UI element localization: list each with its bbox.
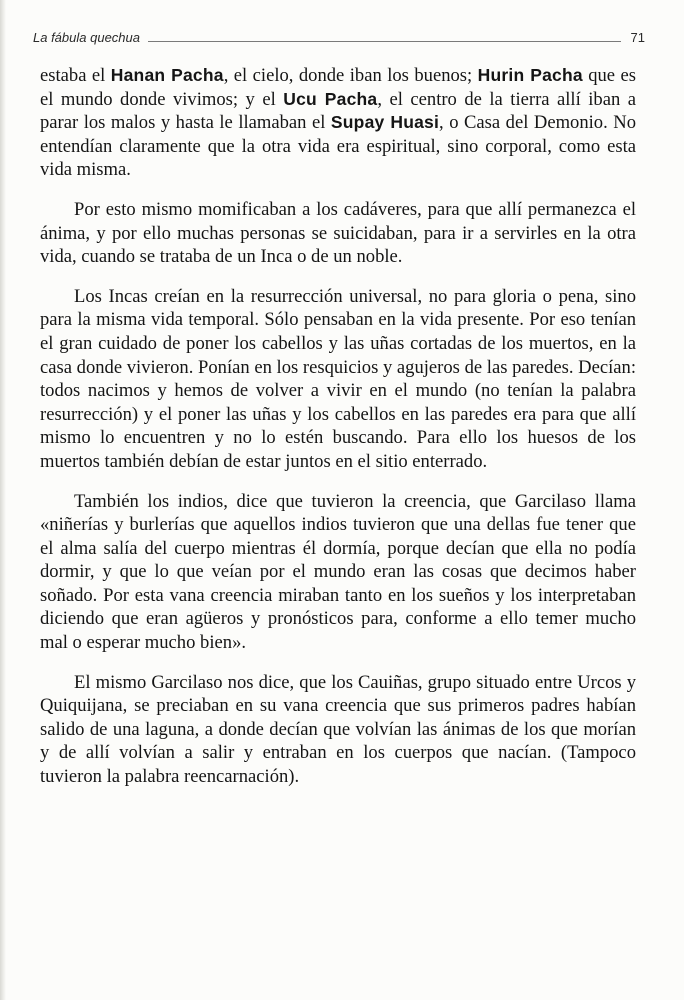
paragraph-3: Los Incas creían en la resurrección universal, no para gloria o pena, sino para la misma vida temporal. Sólo pensaban en la vida presente. Por eso tenían el gran cuidado de poner los cabellos y las uñas cortadas de los muertos, en la casa donde vivieron. Ponían en los resquicios y agujeros de las paredes. Decían: todos nacimos y hemos de volver a vivir en el mundo (no tenían la palabra resurrección) y el poner las uñas y los cabellos en las paredes era para que allí mismo lo encuentren y no lo estén buscando. Para ello los huesos de los muertos también debían de estar juntos en el sitio enterrado. bbox=[40, 285, 636, 472]
term-hanan-pacha: Hanan Pacha bbox=[110, 65, 224, 85]
binding-shadow bbox=[0, 0, 6, 1000]
header-rule bbox=[148, 41, 621, 42]
p1-text-5: , o Casa del Demonio. No entendían claramente que la otra vida era espiritual, sino corporal, como esta vida misma. bbox=[40, 112, 636, 181]
paragraph-5: El mismo Garcilaso nos dice, que los Cauiñas, grupo situado entre Urcos y Quiquijana, se preciaban en su vana creencia que sus primeros padres habían salido de una laguna, a donde decían que volvían las ánimas de los que morían y de allí volvían a salir y entraban en los cuerpos que nacían. (Tampoco tuvieron la palabra reencarnación). bbox=[40, 671, 636, 788]
paragraph-2: Por esto mismo momificaban a los cadáveres, para que allí permanezca el ánima, y por ello muchas personas se suicidaban, para ir a servirles en la otra vida, cuando se trataba de un Inca o de un noble. bbox=[40, 198, 636, 268]
p1-text-1: estaba el bbox=[40, 65, 111, 86]
paragraph-4: También los indios, dice que tuvieron la creencia, que Garcilaso llama «niñerías y burlerías que aquellos indios tuvieron que una dellas fue tener que el alma salía del cuerpo mientras él dormía, porque decían que ella no podía dormir, y que lo que veían por el mundo eran las cosas que decimos haber soñado. Por esta vana creencia miraban tanto en los sueños y los interpretaban diciendo que eran agüeros y pronósticos para, conforme a ello temer mucho mal o esperar mucho bien». bbox=[40, 490, 636, 654]
page-number: 71 bbox=[630, 30, 645, 45]
p1-text-3: que es el mundo donde vivimos; y el bbox=[40, 65, 636, 110]
body-text bbox=[40, 64, 636, 789]
term-hurin-pacha: Hurin Pacha bbox=[477, 65, 583, 85]
term-ucu-pacha: Ucu Pacha bbox=[283, 88, 378, 109]
paragraph-1 bbox=[40, 64, 636, 182]
term-supay-huasi: Supay Huasi bbox=[330, 112, 440, 133]
header-title: La fábula quechua bbox=[33, 30, 140, 45]
p1-text-4: , el centro de la tierra allí iban a parar los malos y hasta le llamaban el bbox=[40, 88, 636, 134]
running-header bbox=[33, 24, 645, 46]
p1-text-2: , el cielo, donde iban los buenos; bbox=[223, 65, 478, 86]
